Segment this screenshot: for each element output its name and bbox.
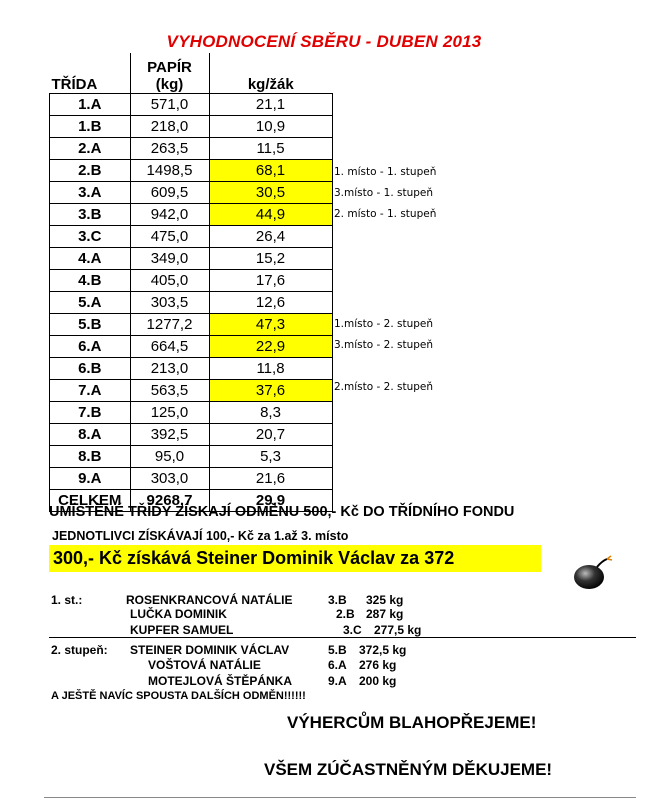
label-second-grade: 2. stupeň: bbox=[51, 643, 108, 657]
winner-name: ROSENKRANCOVÁ NATÁLIE bbox=[126, 593, 293, 607]
reward-banner: 300,- Kč získává Steiner Dominik Václav za 372 bbox=[49, 545, 541, 572]
kg-per-pupil-cell: 22,9 bbox=[209, 336, 332, 358]
bomb-icon bbox=[571, 555, 613, 591]
paper-kg-cell: 1277,2 bbox=[130, 314, 209, 336]
total-label: CELKEM bbox=[50, 490, 131, 512]
paper-kg-cell: 303,5 bbox=[130, 292, 209, 314]
kg-per-pupil-cell: 21,6 bbox=[209, 468, 332, 490]
table-row bbox=[50, 336, 333, 358]
class-cell: 1.B bbox=[50, 116, 131, 138]
announce-individuals: JEDNOTLIVCI ZÍSKÁVAJÍ 100,- Kč za 1.až 3. místo bbox=[52, 529, 349, 543]
kg-per-pupil-cell: 17,6 bbox=[209, 270, 332, 292]
kg-per-pupil-cell: 26,4 bbox=[209, 226, 332, 248]
paper-kg-cell: 405,0 bbox=[130, 270, 209, 292]
kg-per-pupil-cell: 44,9 bbox=[209, 204, 332, 226]
class-cell: 2.B bbox=[50, 160, 131, 182]
note-6a: 3.místo - 2. stupeň bbox=[334, 339, 434, 351]
table-row bbox=[50, 182, 333, 204]
table-row bbox=[50, 314, 333, 336]
winner-kg: 277,5 kg bbox=[374, 623, 422, 637]
paper-kg-cell: 263,5 bbox=[130, 138, 209, 160]
kg-per-pupil-cell: 5,3 bbox=[209, 446, 332, 468]
header-class: TŘÍDA bbox=[50, 53, 131, 94]
kg-per-pupil-cell: 15,2 bbox=[209, 248, 332, 270]
table-row bbox=[50, 248, 333, 270]
kg-per-pupil-cell: 47,3 bbox=[209, 314, 332, 336]
class-cell: 3.B bbox=[50, 204, 131, 226]
winner-name: LUČKA DOMINIK bbox=[130, 607, 227, 621]
paper-kg-cell: 218,0 bbox=[130, 116, 209, 138]
winner-kg: 276 kg bbox=[359, 658, 397, 672]
winner-class: 5.B bbox=[328, 643, 347, 657]
note-3a: 3.místo - 1. stupeň bbox=[334, 187, 434, 199]
paper-kg-cell: 213,0 bbox=[130, 358, 209, 380]
table-row bbox=[50, 138, 333, 160]
table-row bbox=[50, 94, 333, 116]
class-cell: 9.A bbox=[50, 468, 131, 490]
paper-kg-cell: 125,0 bbox=[130, 402, 209, 424]
announce-classes: UMÍSTĚNÉ TŘÍDY ZÍSKAJÍ ODMĚNU 500,- Kč DO TŘÍDNÍHO FONDU bbox=[49, 504, 515, 520]
table-row bbox=[50, 116, 333, 138]
table-row bbox=[50, 468, 333, 490]
table-row bbox=[50, 402, 333, 424]
extra-rewards-note: A JEŠTĚ NAVÍC SPOUSTA DALŠÍCH ODMĚN!!!!!! bbox=[51, 690, 306, 702]
paper-kg-cell: 571,0 bbox=[130, 94, 209, 116]
class-cell: 2.A bbox=[50, 138, 131, 160]
table-row bbox=[50, 380, 333, 402]
class-cell: 4.A bbox=[50, 248, 131, 270]
class-cell: 3.C bbox=[50, 226, 131, 248]
winner-kg: 287 kg bbox=[366, 607, 404, 621]
table-row bbox=[50, 358, 333, 380]
paper-kg-cell: 664,5 bbox=[130, 336, 209, 358]
table-row bbox=[50, 270, 333, 292]
winner-kg: 200 kg bbox=[359, 674, 397, 688]
paper-kg-cell: 942,0 bbox=[130, 204, 209, 226]
table-row bbox=[50, 226, 333, 248]
bottom-divider bbox=[44, 797, 636, 798]
winner-name: MOTEJLOVÁ ŠTĚPÁNKA bbox=[148, 674, 293, 688]
table-row bbox=[50, 424, 333, 446]
kg-per-pupil-cell: 20,7 bbox=[209, 424, 332, 446]
paper-kg-cell: 392,5 bbox=[130, 424, 209, 446]
paper-kg-cell: 349,0 bbox=[130, 248, 209, 270]
winner-name: KUPFER SAMUEL bbox=[130, 623, 234, 637]
kg-per-pupil-cell: 30,5 bbox=[209, 182, 332, 204]
kg-per-pupil-cell: 68,1 bbox=[209, 160, 332, 182]
class-cell: 8.A bbox=[50, 424, 131, 446]
paper-kg-cell: 609,5 bbox=[130, 182, 209, 204]
page-title: VYHODNOCENÍ SBĚRU - DUBEN 2013 bbox=[166, 32, 482, 51]
paper-kg-cell: 475,0 bbox=[130, 226, 209, 248]
table-row bbox=[50, 446, 333, 468]
results-table bbox=[49, 53, 333, 512]
class-cell: 6.A bbox=[50, 336, 131, 358]
table-row bbox=[50, 160, 333, 182]
kg-per-pupil-cell: 21,1 bbox=[209, 94, 332, 116]
header-per-pupil: kg/žák bbox=[209, 53, 332, 94]
class-cell: 5.A bbox=[50, 292, 131, 314]
winner-class: 3.C bbox=[343, 623, 362, 637]
note-5b: 1.místo - 2. stupeň bbox=[334, 318, 434, 330]
paper-kg-cell: 563,5 bbox=[130, 380, 209, 402]
winner-name: VOŠTOVÁ NATÁLIE bbox=[148, 658, 261, 672]
kg-per-pupil-cell: 10,9 bbox=[209, 116, 332, 138]
table-row bbox=[50, 292, 333, 314]
note-3b: 2. místo - 1. stupeň bbox=[334, 208, 437, 220]
winner-class: 2.B bbox=[336, 607, 355, 621]
total-kg: 9268,7 bbox=[130, 490, 209, 512]
divider-line bbox=[49, 637, 636, 638]
total-per-pupil: 29,9 bbox=[209, 490, 332, 512]
kg-per-pupil-cell: 11,5 bbox=[209, 138, 332, 160]
note-7a: 2.místo - 2. stupeň bbox=[334, 381, 434, 393]
header-paper: PAPÍR (kg) bbox=[130, 53, 209, 94]
winner-class: 9.A bbox=[328, 674, 347, 688]
table-header-row bbox=[50, 53, 333, 94]
class-cell: 7.A bbox=[50, 380, 131, 402]
thanks-text: VŠEM ZÚČASTNĚNÝM DĚKUJEME! bbox=[264, 760, 553, 779]
kg-per-pupil-cell: 37,6 bbox=[209, 380, 332, 402]
class-cell: 4.B bbox=[50, 270, 131, 292]
class-cell: 6.B bbox=[50, 358, 131, 380]
kg-per-pupil-cell: 8,3 bbox=[209, 402, 332, 424]
winner-name: STEINER DOMINIK VÁCLAV bbox=[130, 643, 290, 657]
paper-kg-cell: 1498,5 bbox=[130, 160, 209, 182]
congrats-text: VÝHERCŮM BLAHOPŘEJEME! bbox=[287, 713, 537, 732]
winner-class: 3.B bbox=[328, 593, 347, 607]
class-cell: 1.A bbox=[50, 94, 131, 116]
winner-class: 6.A bbox=[328, 658, 347, 672]
paper-kg-cell: 303,0 bbox=[130, 468, 209, 490]
winner-kg: 372,5 kg bbox=[359, 643, 407, 657]
class-cell: 5.B bbox=[50, 314, 131, 336]
class-cell: 3.A bbox=[50, 182, 131, 204]
class-cell: 8.B bbox=[50, 446, 131, 468]
kg-per-pupil-cell: 12,6 bbox=[209, 292, 332, 314]
paper-kg-cell: 95,0 bbox=[130, 446, 209, 468]
winner-kg: 325 kg bbox=[366, 593, 404, 607]
class-cell: 7.B bbox=[50, 402, 131, 424]
kg-per-pupil-cell: 11,8 bbox=[209, 358, 332, 380]
table-row bbox=[50, 204, 333, 226]
note-2b: 1. místo - 1. stupeň bbox=[334, 166, 437, 178]
label-first-grade: 1. st.: bbox=[51, 593, 83, 607]
